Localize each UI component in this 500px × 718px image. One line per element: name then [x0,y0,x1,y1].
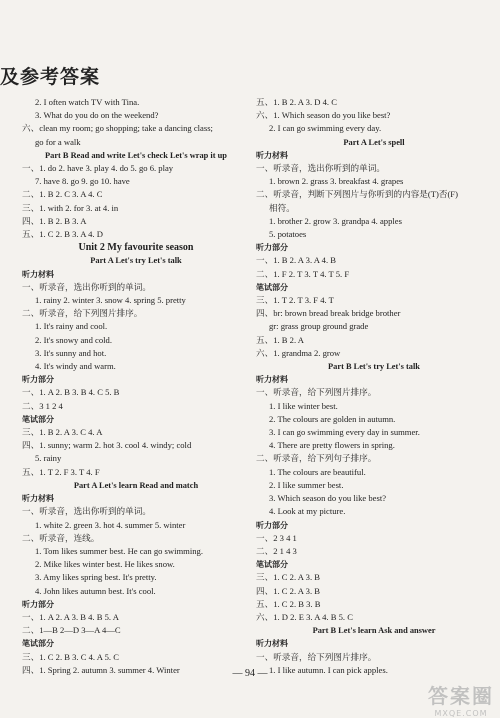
answer-line: 一、听录音，选出你听到的单词。 [22,281,151,292]
answer-line: 一、听录音，给下列图片排序。 [256,651,377,662]
answer-line: 笔试部分 [256,282,288,292]
answer-line: 笔试部分 [22,414,54,424]
answer-line: 三、1. B 2. A 3. C 4. A [22,427,103,438]
answer-line: 四、1. B 2. B 3. A [22,215,87,226]
watermark-text: 答案圈 [428,684,494,708]
answer-line: 一、1. A 2. A 3. B 4. B 5. A [22,611,119,622]
answer-line: Part A Let's spell [343,137,405,147]
watermark-url: MXQE.COM [434,709,488,718]
answer-line: 1. brown 2. grass 3. breakfast 4. grapes [269,176,404,187]
answer-line: 二、1. B 2. C 3. A 4. C [22,189,103,200]
answer-line: 三、1. with 2. for 3. at 4. in [22,202,119,213]
answer-line: 1. rainy 2. winter 3. snow 4. spring 5. pretty [35,295,186,306]
answer-line: Part A Let's learn Read and match [73,480,199,490]
answer-line: Part B Let's try Let's talk [328,362,420,372]
answer-line: 一、听录音，选出你听到的单词。 [256,163,385,174]
answer-line: 五、1. C 2. B 3. A 4. D [22,229,103,240]
answer-line: 六、1. Which season do you like best? [256,110,391,121]
answer-line: 7. have 8. go 9. go 10. have [35,176,130,187]
answer-line: 3. It's sunny and hot. [35,347,107,358]
answer-line: 六、1. D 2. E 3. A 4. B 5. C [256,611,353,622]
answer-line: 1. I like autumn. I can pick apples. [269,664,388,675]
answer-line: 二、1. F 2. T 3. T 4. T 5. F [256,268,350,279]
answer-line: 三、1. T 2. T 3. F 4. T [256,295,334,306]
answer-line: 4. It's windy and warm. [35,361,116,372]
answer-line: 2. I like summer best. [269,479,344,490]
answer-line: 五、1. C 2. B 3. B [256,598,321,609]
answer-line: 3. Which season do you like best? [269,493,387,504]
answer-line: 4. Look at my picture. [269,506,346,517]
answer-line: 3. Amy likes spring best. It's pretty. [35,572,157,583]
answer-line: 笔试部分 [22,639,54,649]
page-number: — 94 — [232,668,268,679]
answer-line: 听力部分 [22,375,54,385]
answer-line: gr: grass group ground grade [269,321,369,332]
answer-line: 1. white 2. green 3. hot 4. summer 5. winter [35,519,186,530]
answer-line: 二、2 1 4 3 [256,545,297,556]
answer-line: Unit 2 My favourite season [78,242,194,254]
answer-line: 4. John likes autumn best. It's cool. [35,585,156,596]
answer-line: 二、听录音，给下列图片排序。 [22,308,143,319]
answer-line: 四、1. Spring 2. autumn 3. summer 4. Winter [22,664,180,675]
answer-line: 四、1. sunny; warm 2. hot 3. cool 4. windy; cold [22,440,192,451]
answer-line: 听力材料 [256,375,288,385]
answer-line: 2. It's snowy and cold. [35,334,112,345]
answer-line: 一、1. B 2. A 3. A 4. B [256,255,336,266]
answer-line: 听力部分 [256,520,288,530]
answer-column-left [22,96,250,677]
answer-line: 六、clean my room; go shopping; take a dancing class; [22,123,213,134]
answer-line: Part B Read and write Let's check Let's wrap it up [45,150,227,160]
answer-line: 一、2 3 4 1 [256,532,297,543]
answer-line: 3. I can go swimming every day in summer. [269,427,420,438]
answer-line: 听力材料 [22,269,54,279]
page-header-title: 及参考答案 [0,66,101,88]
answer-line: 2. Mike likes winter best. He likes snow. [35,559,175,570]
answer-line: 1. Tom likes summer best. He can go swimming. [35,545,203,556]
answer-line: 2. I can go swimming every day. [269,123,382,134]
answer-column-right [256,96,492,677]
answer-line: 一、听录音，选出你听到的单词。 [22,506,151,517]
answer-line: 四、br: brown bread break bridge brother [256,308,401,319]
answer-line: 三、1. C 2. A 3. B [256,572,320,583]
answer-line: 1. I like winter best. [269,400,338,411]
answer-line: 一、听录音，给下列图片排序。 [256,387,377,398]
answer-line: 1. The colours are beautiful. [269,466,366,477]
watermark-logo [428,680,494,718]
answer-line: 一、1. A 2. B 3. B 4. C 5. B [22,387,120,398]
answer-line: 四、1. C 2. A 3. B [256,585,320,596]
answer-line: 1. It's rainy and cool. [35,321,108,332]
answer-line: 笔试部分 [256,560,288,570]
answer-line: 听力材料 [256,150,288,160]
answer-line: 五、1. T 2. F 3. T 4. F [22,466,100,477]
answer-line: 二、3 1 2 4 [22,400,63,411]
answer-line: Part A Let's try Let's talk [90,256,182,266]
answer-line: 三、1. C 2. B 3. C 4. A 5. C [22,651,119,662]
answer-line: 5. potatoes [269,229,307,240]
answer-line: 2. The colours are golden in autumn. [269,413,396,424]
answer-line: 5. rainy [35,453,62,464]
answer-line: 2. I often watch TV with Tina. [35,97,140,107]
answer-line: 相符。 [269,202,295,213]
answer-line: 二、1—B 2—D 3—A 4—C [22,625,121,636]
answer-line: 五、1. B 2. A 3. D 4. C [256,97,337,107]
answer-line: 一、1. do 2. have 3. play 4. do 5. go 6. play [22,163,174,174]
answer-line: 六、1. grandma 2. grow [256,347,341,358]
answer-line: 二、听录音，判断下列图片与你听到的内容是(T)否(F) [256,189,458,200]
answer-line: 3. What do you do on the weekend? [35,110,159,121]
answer-line: Part B Let's learn Ask and answer [312,626,436,636]
answer-line: 1. brother 2. grow 3. grandpa 4. apples [269,215,402,226]
answer-line: 听力部分 [22,599,54,609]
answer-line: 听力部分 [256,243,288,253]
answer-line: 二、听录音，给下列句子排序。 [256,453,377,464]
answer-line: 听力材料 [22,494,54,504]
answer-line: go for a walk [35,136,81,147]
answer-line: 4. There are pretty flowers in spring. [269,440,395,451]
answer-line: 听力材料 [256,639,288,649]
answer-line: 五、1. B 2. A [256,334,304,345]
answer-line: 二、听录音，连线。 [22,532,100,543]
